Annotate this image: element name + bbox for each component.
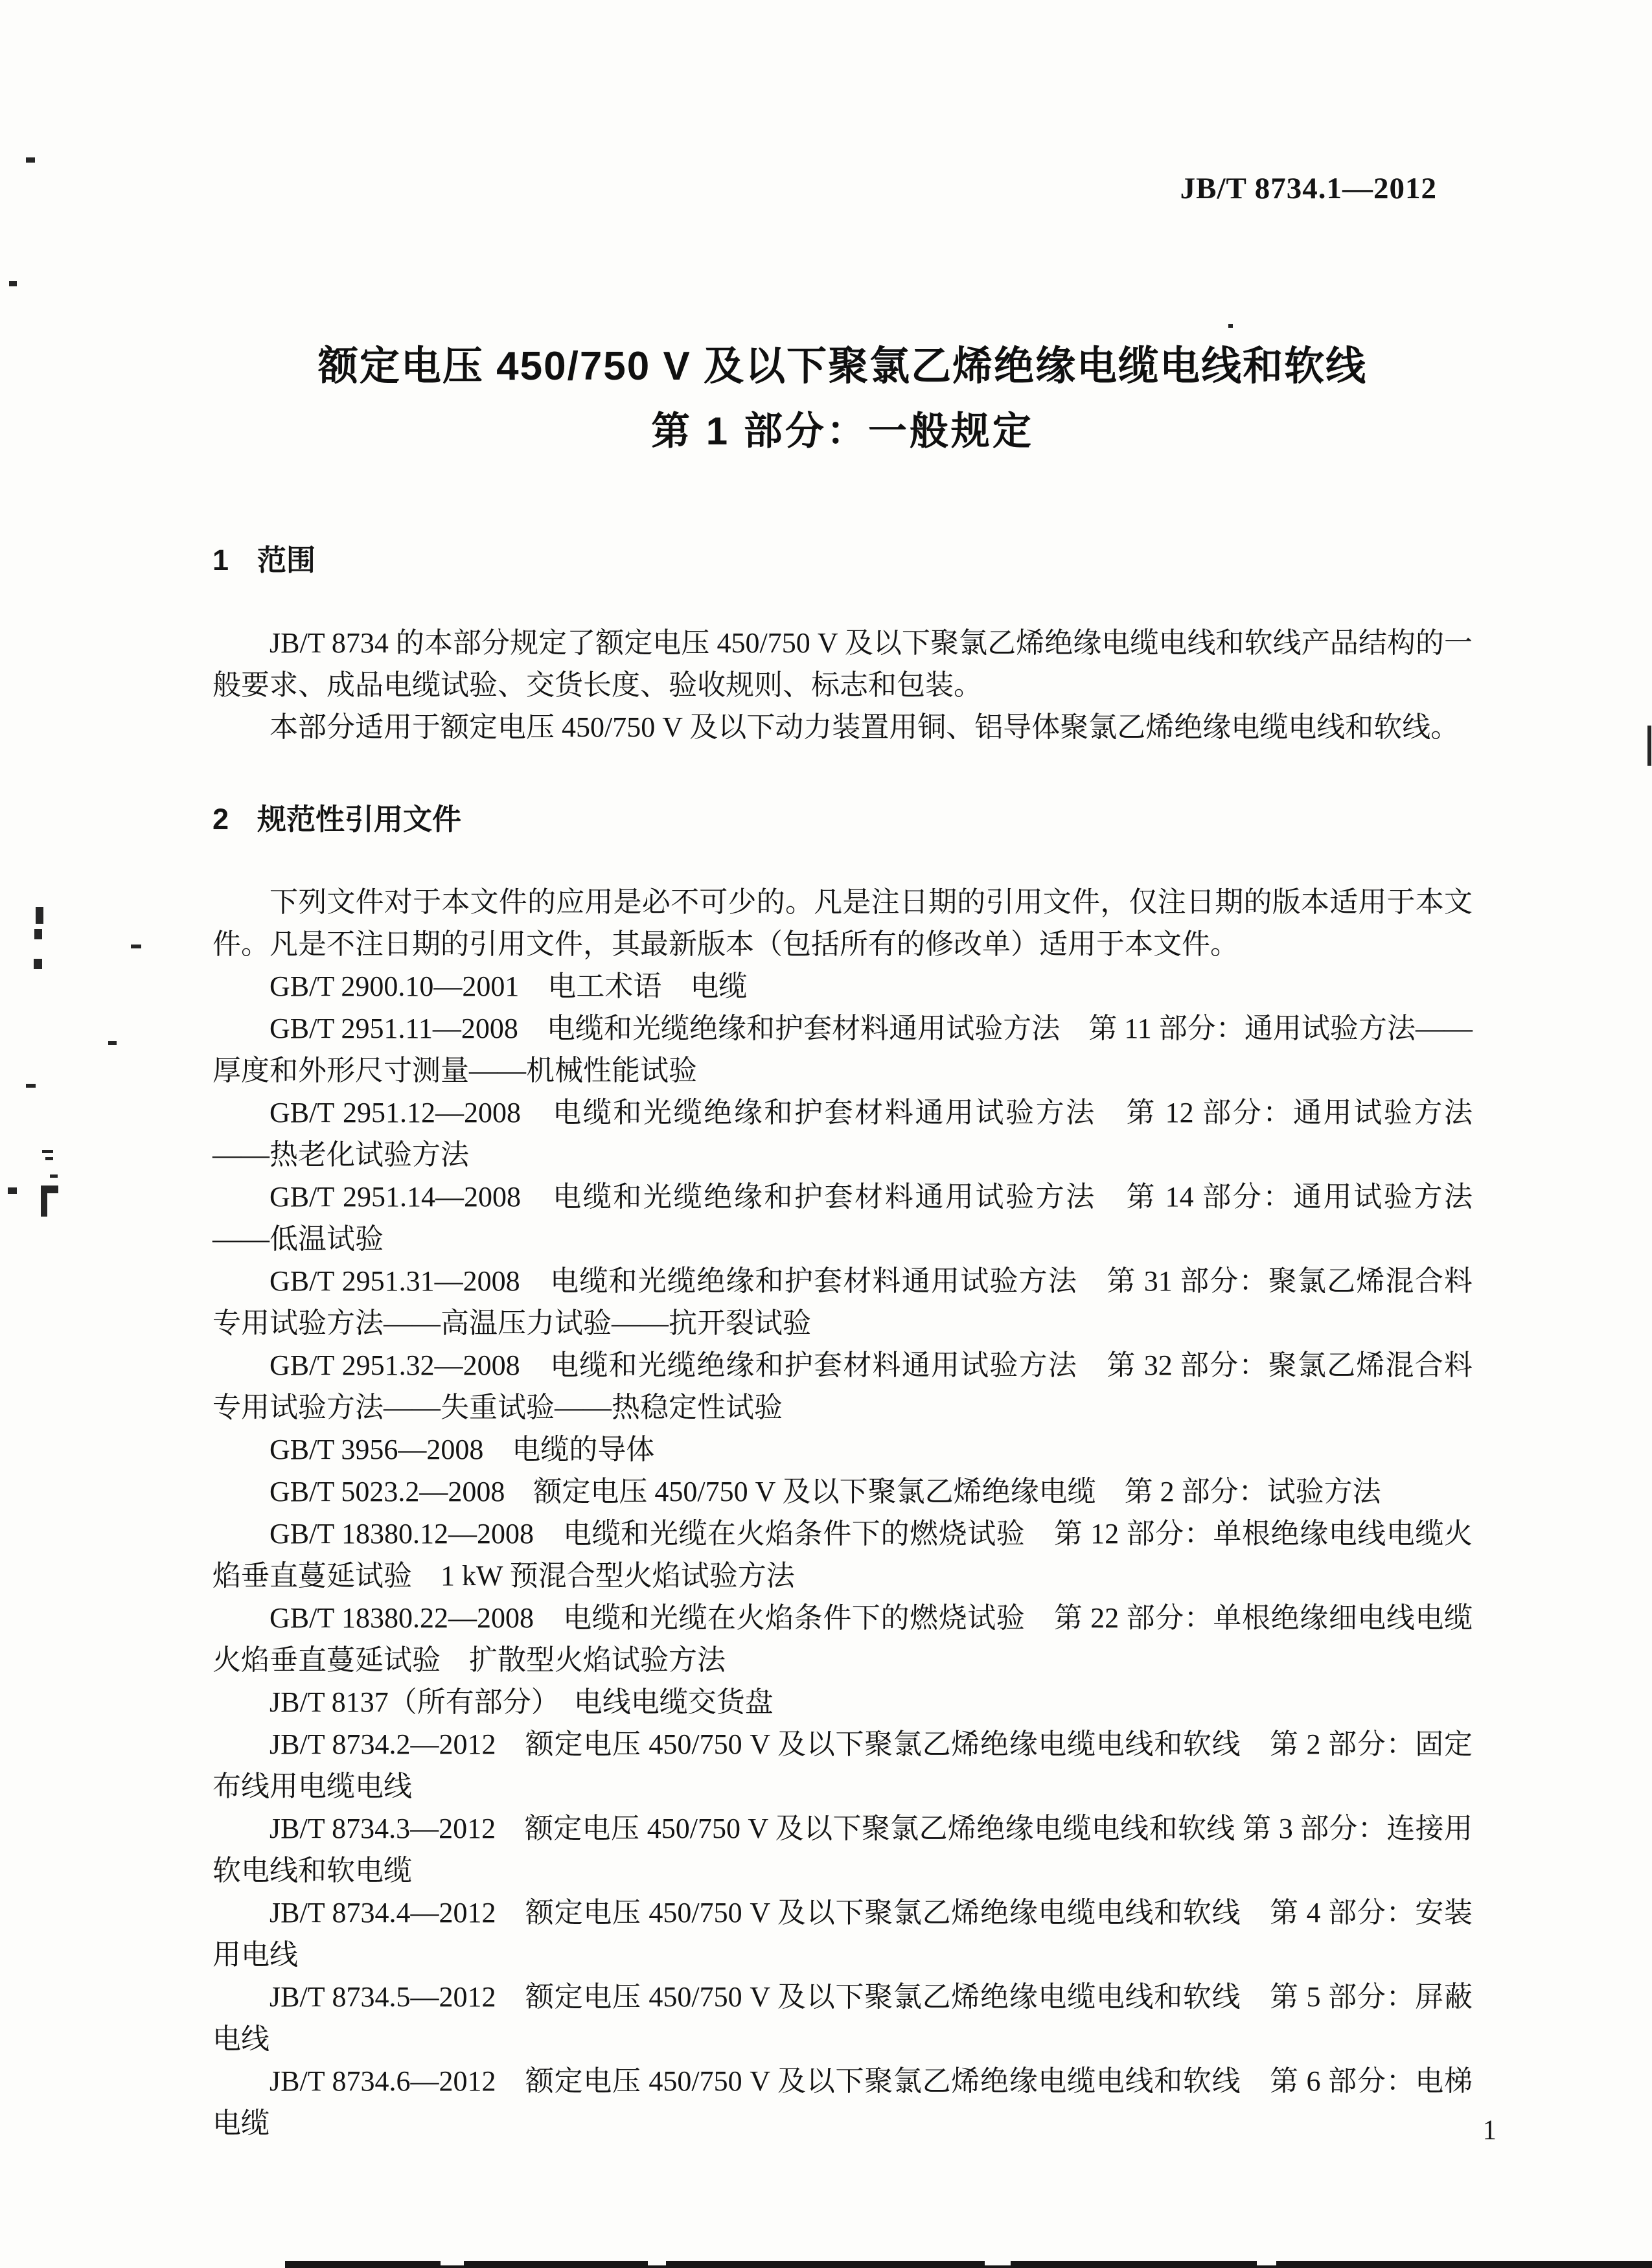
- scan-artifact: [441, 2261, 464, 2265]
- reference-item: GB/T 2951.32—2008 电缆和光缆绝缘和护套材料通用试验方法 第 32 部分：聚氯乙烯混合料专用试验方法——失重试验——热稳定性试验: [212, 1349, 1473, 1423]
- scan-artifact: [985, 2261, 1011, 2265]
- scope-paragraph: JB/T 8734 的本部分规定了额定电压 450/750 V 及以下聚氯乙烯绝缘电缆电线和软线产品结构的一般要求、成品电缆试验、交货长度、验收规则、标志和包装。: [212, 627, 1473, 701]
- reference-item: GB/T 2951.31—2008 电缆和光缆绝缘和护套材料通用试验方法 第 31 部分：聚氯乙烯混合料专用试验方法——高温压力试验——抗开裂试验: [212, 1265, 1473, 1339]
- section-number: 2: [212, 803, 229, 836]
- reference-item: JB/T 8734.4—2012 额定电压 450/750 V 及以下聚氯乙烯绝缘电缆电线和软线 第 4 部分：安装用电线: [212, 1897, 1473, 1971]
- section-number: 1: [212, 544, 229, 577]
- reference-item: JB/T 8734.2—2012 额定电压 450/750 V 及以下聚氯乙烯绝缘电缆电线和软线 第 2 部分：固定布线用电缆电线: [212, 1728, 1473, 1802]
- reference-item: JB/T 8734.3—2012 额定电压 450/750 V 及以下聚氯乙烯绝缘电缆电线和软线 第 3 部分：连接用软电线和软电缆: [212, 1813, 1473, 1886]
- section-heading-references: [212, 803, 1473, 836]
- scan-artifact: [50, 1174, 58, 1178]
- document-body: [212, 544, 1473, 2144]
- scan-artifact: [1228, 324, 1233, 328]
- scan-artifact: [41, 1186, 58, 1193]
- reference-item: GB/T 18380.22—2008 电缆和光缆在火焰条件下的燃烧试验 第 22 部分：单根绝缘细电线电缆火焰垂直蔓延试验 扩散型火焰试验方法: [212, 1602, 1473, 1676]
- title-line-2: 第 1 部分：一般规定: [651, 409, 1034, 453]
- title-line-1: 额定电压 450/750 V 及以下聚氯乙烯绝缘电缆电线和软线: [317, 344, 1368, 389]
- reference-item: JB/T 8734.6—2012 额定电压 450/750 V 及以下聚氯乙烯绝缘电缆电线和软线 第 6 部分：电梯电缆: [212, 2065, 1473, 2139]
- scan-artifact: [34, 959, 42, 969]
- scan-artifact: [9, 281, 17, 286]
- section-title: 规范性引用文件: [257, 803, 462, 836]
- reference-item: GB/T 2900.10—2001 电工术语 电缆: [270, 970, 748, 1002]
- scan-artifact: [285, 2261, 1652, 2268]
- scan-artifact: [26, 157, 35, 163]
- section-heading-scope: [212, 544, 1473, 577]
- reference-item: GB/T 2951.12—2008 电缆和光缆绝缘和护套材料通用试验方法 第 12 部分：通用试验方法——热老化试验方法: [212, 1097, 1473, 1171]
- reference-item: GB/T 2951.11—2008 电缆和光缆绝缘和护套材料通用试验方法 第 11 部分：通用试验方法——厚度和外形尺寸测量——机械性能试验: [212, 1013, 1473, 1086]
- standard-code: JB/T 8734.1—2012: [1180, 172, 1437, 205]
- scan-artifact: [1257, 2261, 1276, 2265]
- scan-artifact: [1647, 726, 1651, 766]
- document-title: [212, 334, 1473, 464]
- scan-artifact: [34, 929, 42, 939]
- scan-artifact: [108, 1041, 117, 1045]
- scope-paragraph: 本部分适用于额定电压 450/750 V 及以下动力装置用铜、铝导体聚氯乙烯绝缘电缆电线和软线。: [270, 711, 1460, 743]
- references-intro: 下列文件对于本文件的应用是必不可少的。凡是注日期的引用文件，仅注日期的版本适用于本文件。凡是不注日期的引用文件，其最新版本（包括所有的修改单）适用于本文件。: [212, 886, 1473, 960]
- scan-artifact: [648, 2261, 666, 2265]
- reference-item: JB/T 8734.5—2012 额定电压 450/750 V 及以下聚氯乙烯绝缘电缆电线和软线 第 5 部分：屏蔽电线: [212, 1981, 1473, 2055]
- reference-item: GB/T 5023.2—2008 额定电压 450/750 V 及以下聚氯乙烯绝缘电缆 第 2 部分：试验方法: [270, 1476, 1381, 1507]
- scan-artifact: [45, 1157, 53, 1160]
- page-number: 1: [1482, 2115, 1497, 2146]
- reference-item: JB/T 8137（所有部分） 电线电缆交货盘: [270, 1686, 774, 1718]
- reference-item: GB/T 18380.12—2008 电缆和光缆在火焰条件下的燃烧试验 第 12 部分：单根绝缘电线电缆火焰垂直蔓延试验 1 kW 预混合型火焰试验方法: [212, 1518, 1473, 1592]
- reference-item: GB/T 2951.14—2008 电缆和光缆绝缘和护套材料通用试验方法 第 14 部分：通用试验方法——低温试验: [212, 1181, 1473, 1255]
- reference-item: GB/T 3956—2008 电缆的导体: [270, 1434, 655, 1465]
- scan-artifact: [8, 1187, 17, 1194]
- scan-artifact: [36, 907, 43, 924]
- scan-artifact: [42, 1150, 53, 1153]
- section-title: 范围: [257, 544, 316, 577]
- scan-artifact: [26, 1084, 36, 1088]
- scan-artifact: [131, 945, 141, 948]
